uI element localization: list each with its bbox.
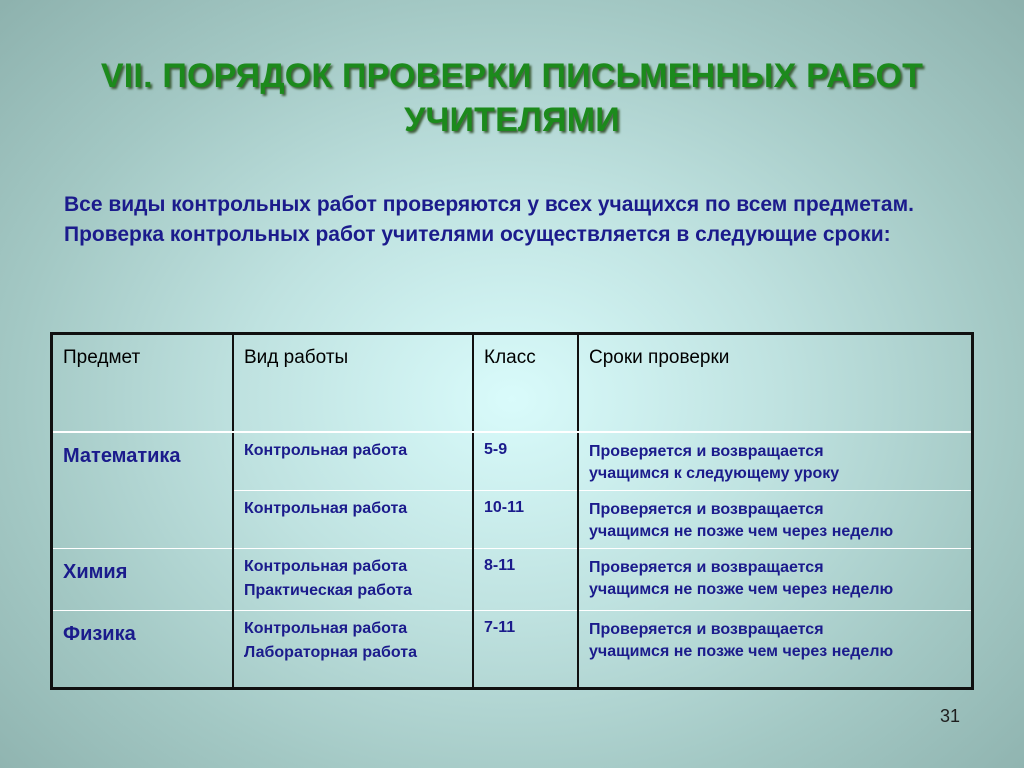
work-type-cell: Контрольная работа	[233, 432, 473, 490]
table-row	[52, 610, 973, 688]
subject-physics: Физика	[52, 610, 234, 688]
intro-paragraph-1: Все виды контрольных работ проверяются у всех учащихся по всем предметам.	[64, 193, 914, 216]
slide-title-line1: VII. ПОРЯДОК ПРОВЕРКИ ПИСЬМЕННЫХ РАБОТ	[100, 57, 924, 95]
work-type-cell	[233, 548, 473, 610]
check-term-cell	[578, 490, 973, 548]
header-grade: Класс	[473, 334, 578, 433]
subject-math: Математика	[52, 432, 234, 548]
work-type-line: Практическая работа	[244, 581, 413, 599]
work-type-line: Лабораторная работа	[244, 643, 418, 661]
check-term-line: учащимся не позже чем через неделю	[589, 642, 894, 660]
slide-title-line2: УЧИТЕЛЯМИ	[404, 101, 620, 139]
checking-schedule-table	[50, 332, 974, 690]
header-work-type: Вид работы	[233, 334, 473, 433]
work-type-cell	[233, 610, 473, 688]
check-term-line: Проверяется и возвращается	[589, 500, 824, 518]
check-term-line: учащимся не позже чем через неделю	[589, 522, 894, 540]
table-row	[52, 432, 973, 490]
check-term-cell	[578, 432, 973, 490]
intro-text	[64, 190, 964, 250]
check-term-line: Проверяется и возвращается	[589, 558, 824, 576]
table-header-row	[52, 334, 973, 433]
header-subject: Предмет	[52, 334, 234, 433]
grade-cell: 5-9	[473, 432, 578, 490]
slide-number: 31	[939, 706, 960, 726]
work-type-line: Контрольная работа	[244, 557, 408, 575]
slide-title	[60, 54, 964, 142]
work-type-cell: Контрольная работа	[233, 490, 473, 548]
check-term-line: Проверяется и возвращается	[589, 620, 824, 638]
check-term-cell	[578, 548, 973, 610]
check-term-line: Проверяется и возвращается	[589, 443, 824, 460]
check-term-line: учащимся к следующему уроку	[589, 465, 840, 482]
table-row	[52, 548, 973, 610]
grade-cell: 7-11	[473, 610, 578, 688]
grade-cell: 8-11	[473, 548, 578, 610]
header-check-term: Сроки проверки	[578, 334, 973, 433]
check-term-cell	[578, 610, 973, 688]
grade-cell: 10-11	[473, 490, 578, 548]
subject-chemistry: Химия	[52, 548, 234, 610]
work-type-line: Контрольная работа	[244, 619, 408, 637]
intro-paragraph-2: Проверка контрольных работ учителями осуществляется в следующие сроки:	[64, 223, 891, 246]
check-term-line: учащимся не позже чем через неделю	[589, 580, 894, 598]
